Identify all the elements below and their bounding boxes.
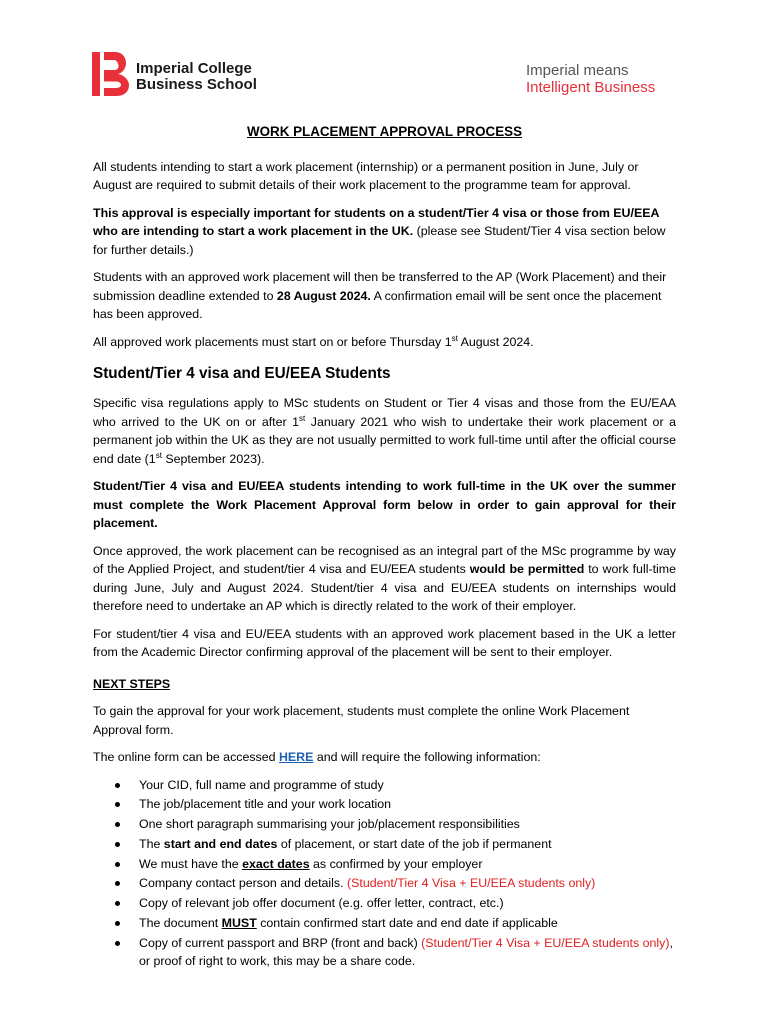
deadline-date: 28 August 2024. xyxy=(276,288,371,303)
intro-paragraph: All students intending to start a work placement (internship) or a permanent position in June, July or August are required to submit details of their work placement to the programme team for approval. xyxy=(93,159,639,192)
b6-red-note: (Student/Tier 4 Visa + EU/EEA students only) xyxy=(347,876,596,891)
b9-text-b: , or proof of right to work, this may be a share code. xyxy=(139,935,673,969)
list-item: Copy of relevant job offer document (e.g. offer letter, contract, etc.) xyxy=(139,894,676,913)
next-steps-heading: NEXT STEPS xyxy=(93,676,171,691)
transfer-paragraph xyxy=(93,268,676,324)
page-header xyxy=(0,0,768,110)
list-item: One short paragraph summarising your job/placement responsibilities xyxy=(139,815,676,834)
b5-bold: exact dates xyxy=(242,856,310,871)
visa-text-b: January 2021 who wish to undertake their work placement or a permanent job within the UK as they are not usually permitted to work full-time until after the official course end date (1 xyxy=(93,414,676,466)
logo-text xyxy=(136,61,257,93)
b8-bold: MUST xyxy=(221,916,257,931)
b8-text-b: contain confirmed start date and end date if applicable xyxy=(256,916,558,931)
form-text-b: and will require the following information: xyxy=(313,750,541,764)
tagline xyxy=(526,62,655,96)
b9-red-note: (Student/Tier 4 Visa + EU/EEA students only) xyxy=(421,935,670,950)
once-text-a: Once approved, the work placement can be recognised as an integral part of the MSc programme by way of the Applied Project, and student/tier 4 visa and EU/EEA students xyxy=(93,543,676,576)
form-text-a: The online form can be accessed xyxy=(93,750,279,764)
logo-line-1: Imperial College xyxy=(136,60,252,77)
document-body xyxy=(93,120,676,972)
requirements-list xyxy=(93,776,676,971)
b5-text-a: We must have the xyxy=(139,856,243,871)
approval-rest-text: (please see Student/Tier 4 visa section below for further details.) xyxy=(93,224,666,257)
list-item xyxy=(139,914,676,933)
start-sup: st xyxy=(451,333,458,343)
b4-text-a: The xyxy=(139,836,164,851)
section-heading: Student/Tier 4 visa and EU/EEA Students xyxy=(93,365,391,382)
imperial-logo[interactable] xyxy=(92,52,272,96)
b6-text-a: Company contact person and details. xyxy=(139,876,348,891)
approval-paragraph xyxy=(93,204,676,260)
list-item xyxy=(139,855,676,874)
list-item xyxy=(139,874,676,893)
letter-paragraph: For student/tier 4 visa and EU/EEA students with an approved work placement based in the UK a letter from the Academic Director confirming approval of the placement will be sent to their employer. xyxy=(93,626,676,659)
tagline-line-2: Intelligent Business xyxy=(526,79,656,96)
list-item: Your CID, full name and programme of study xyxy=(139,776,676,795)
transfer-text-b: A confirmation email will be sent once the placement has been approved. xyxy=(93,288,662,321)
start-paragraph xyxy=(93,333,676,352)
once-text-b: to work full-time during June, July and August 2024. Student/tier 4 visa and EU/EEA students on internships would therefore need to undertake an AP which is directly related to the work of their employer. xyxy=(93,562,676,613)
start-text-b: August 2024. xyxy=(457,334,534,349)
b9-text-a: Copy of current passport and BRP (front and back) xyxy=(139,935,422,950)
b4-text-b: of placement, or start date of the job if permanent xyxy=(277,836,552,851)
b5-text-b: as confirmed by your employer xyxy=(309,856,483,871)
tagline-line-1: Imperial means xyxy=(526,62,629,79)
start-text-a: All approved work placements must start on or before Thursday 1 xyxy=(93,334,452,349)
list-item xyxy=(139,934,676,971)
must-complete-paragraph: Student/Tier 4 visa and EU/EEA students intending to work full-time in the UK over the summer must complete the Work Placement Approval form below in order to gain approval for their placement. xyxy=(93,479,676,530)
visa-text-c: September 2023). xyxy=(161,451,265,466)
form-paragraph xyxy=(93,748,676,767)
list-item xyxy=(139,835,676,854)
transfer-text-a: Students with an approved work placement will then be transferred to the AP (Work Placement) and their submission deadline extended to xyxy=(93,270,667,303)
b8-text-a: The document xyxy=(139,916,222,931)
visa-paragraph xyxy=(93,394,676,468)
gain-paragraph: To gain the approval for your work placement, students must complete the online Work Placement Approval form. xyxy=(93,704,630,737)
approval-bold-text: This approval is especially important for students on a student/Tier 4 visa or those from EU/EEA who are intending to start a work placement in the UK. xyxy=(93,205,659,238)
visa-sup-1: st xyxy=(299,413,306,423)
visa-text-a: Specific visa regulations apply to MSc students on Student or Tier 4 visas and those from the EU/EAA who arrived to the UK on or after 1 xyxy=(93,396,676,429)
imperial-b-logo-icon xyxy=(92,52,132,96)
b4-bold: start and end dates xyxy=(163,836,278,851)
once-bold-text: would be permitted xyxy=(469,562,585,576)
list-item: The job/placement title and your work location xyxy=(139,795,676,814)
once-approved-paragraph xyxy=(93,542,676,616)
document-title: WORK PLACEMENT APPROVAL PROCESS xyxy=(246,124,523,139)
form-here-link[interactable]: HERE xyxy=(278,750,314,764)
visa-sup-2: st xyxy=(155,450,162,460)
logo-line-2: Business School xyxy=(136,76,257,93)
